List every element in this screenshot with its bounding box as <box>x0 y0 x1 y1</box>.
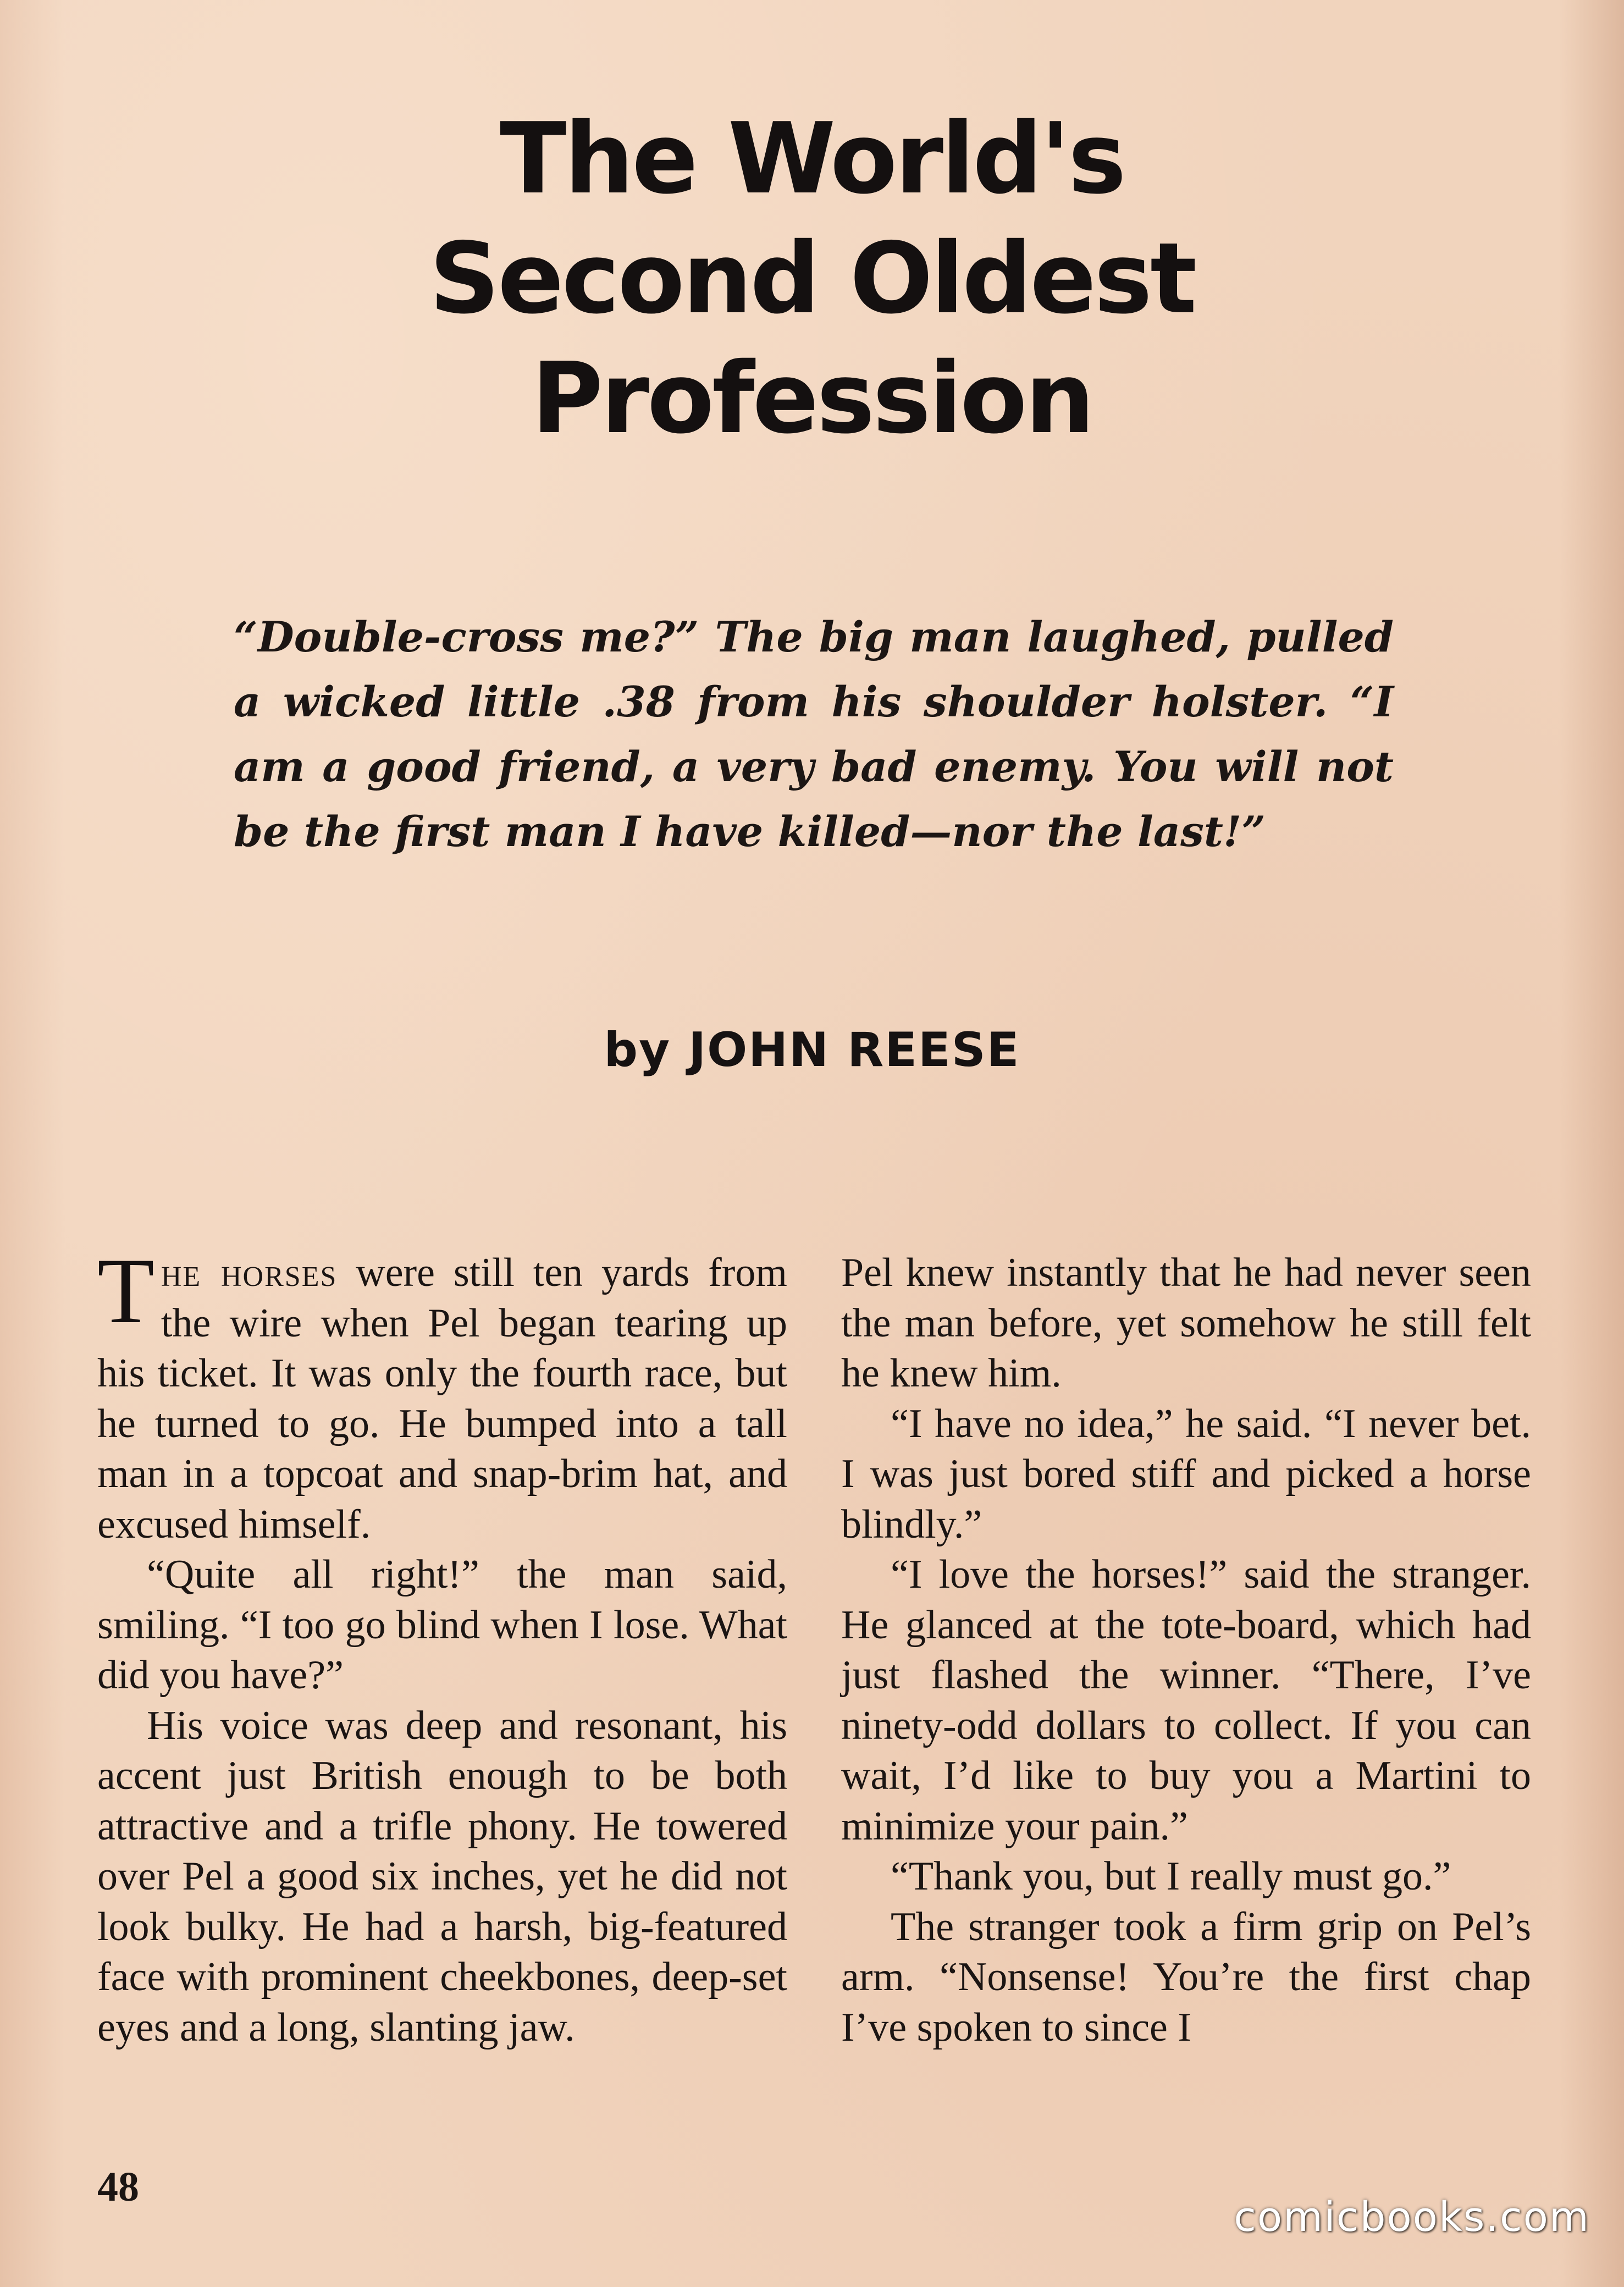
story-blurb: “Double-cross me?” The big man laughed, pulled a wicked little .38 from his shoulder holster. “I am a good friend, a very bad enemy. You will not be the first man I have killed—nor the last!” <box>234 612 1394 856</box>
text-column-left <box>97 1239 787 2053</box>
site-watermark: comicbooks.com <box>1234 2194 1590 2241</box>
title-line-1: The World's <box>500 102 1124 216</box>
lead-in: he horses <box>161 1250 338 1295</box>
drop-cap: T <box>97 1239 154 1343</box>
paragraph: “I love the horses!” said the stranger. He glanced at the tote-board, which had just flashed the winner. “There, I’ve ninety-odd dollars to collect. If you can wait, I’d like to buy you a Martini to minimize your pain.” <box>841 1552 1531 1849</box>
title-line-3: Profession <box>531 341 1093 455</box>
paragraph: Pel knew instantly that he had never seen the man before, yet somehow he still felt he knew him. <box>841 1250 1531 1396</box>
paragraph-text: were still ten yards from the wire when Pel began tearing up his ticket. It was only the fourth race, but he turned to go. He bumped into a tall man in a topcoat and snap-brim hat, and excused himself. <box>97 1250 787 1547</box>
author-byline: by JOHN REESE <box>604 1023 1020 1078</box>
page-number: 48 <box>97 2164 139 2210</box>
title-line-2: Second Oldest <box>429 222 1195 335</box>
paragraph: His voice was deep and resonant, his accent just British enough to be both attractive and a trifle phony. He towered over Pel a good six inches, yet he did not look bulky. He had a harsh, big-featured face with prominent cheekbones, deep-set eyes and a long, slanting jaw. <box>97 1703 787 2050</box>
paragraph: “I have no idea,” he said. “I never bet. I was just bored stiff and picked a horse blindly.” <box>841 1401 1531 1547</box>
paragraph: The stranger took a firm grip on Pel’s arm. “Nonsense! You’re the first chap I’ve spoken to since I <box>841 1904 1531 2050</box>
paragraph: “Quite all right!” the man said, smiling. “I too go blind when I lose. What did you have?” <box>97 1552 787 1698</box>
story-title <box>0 99 1624 458</box>
text-column-right <box>841 1248 1531 2053</box>
paragraph <box>97 1239 787 1550</box>
paragraph: “Thank you, but I really must go.” <box>891 1854 1451 1899</box>
